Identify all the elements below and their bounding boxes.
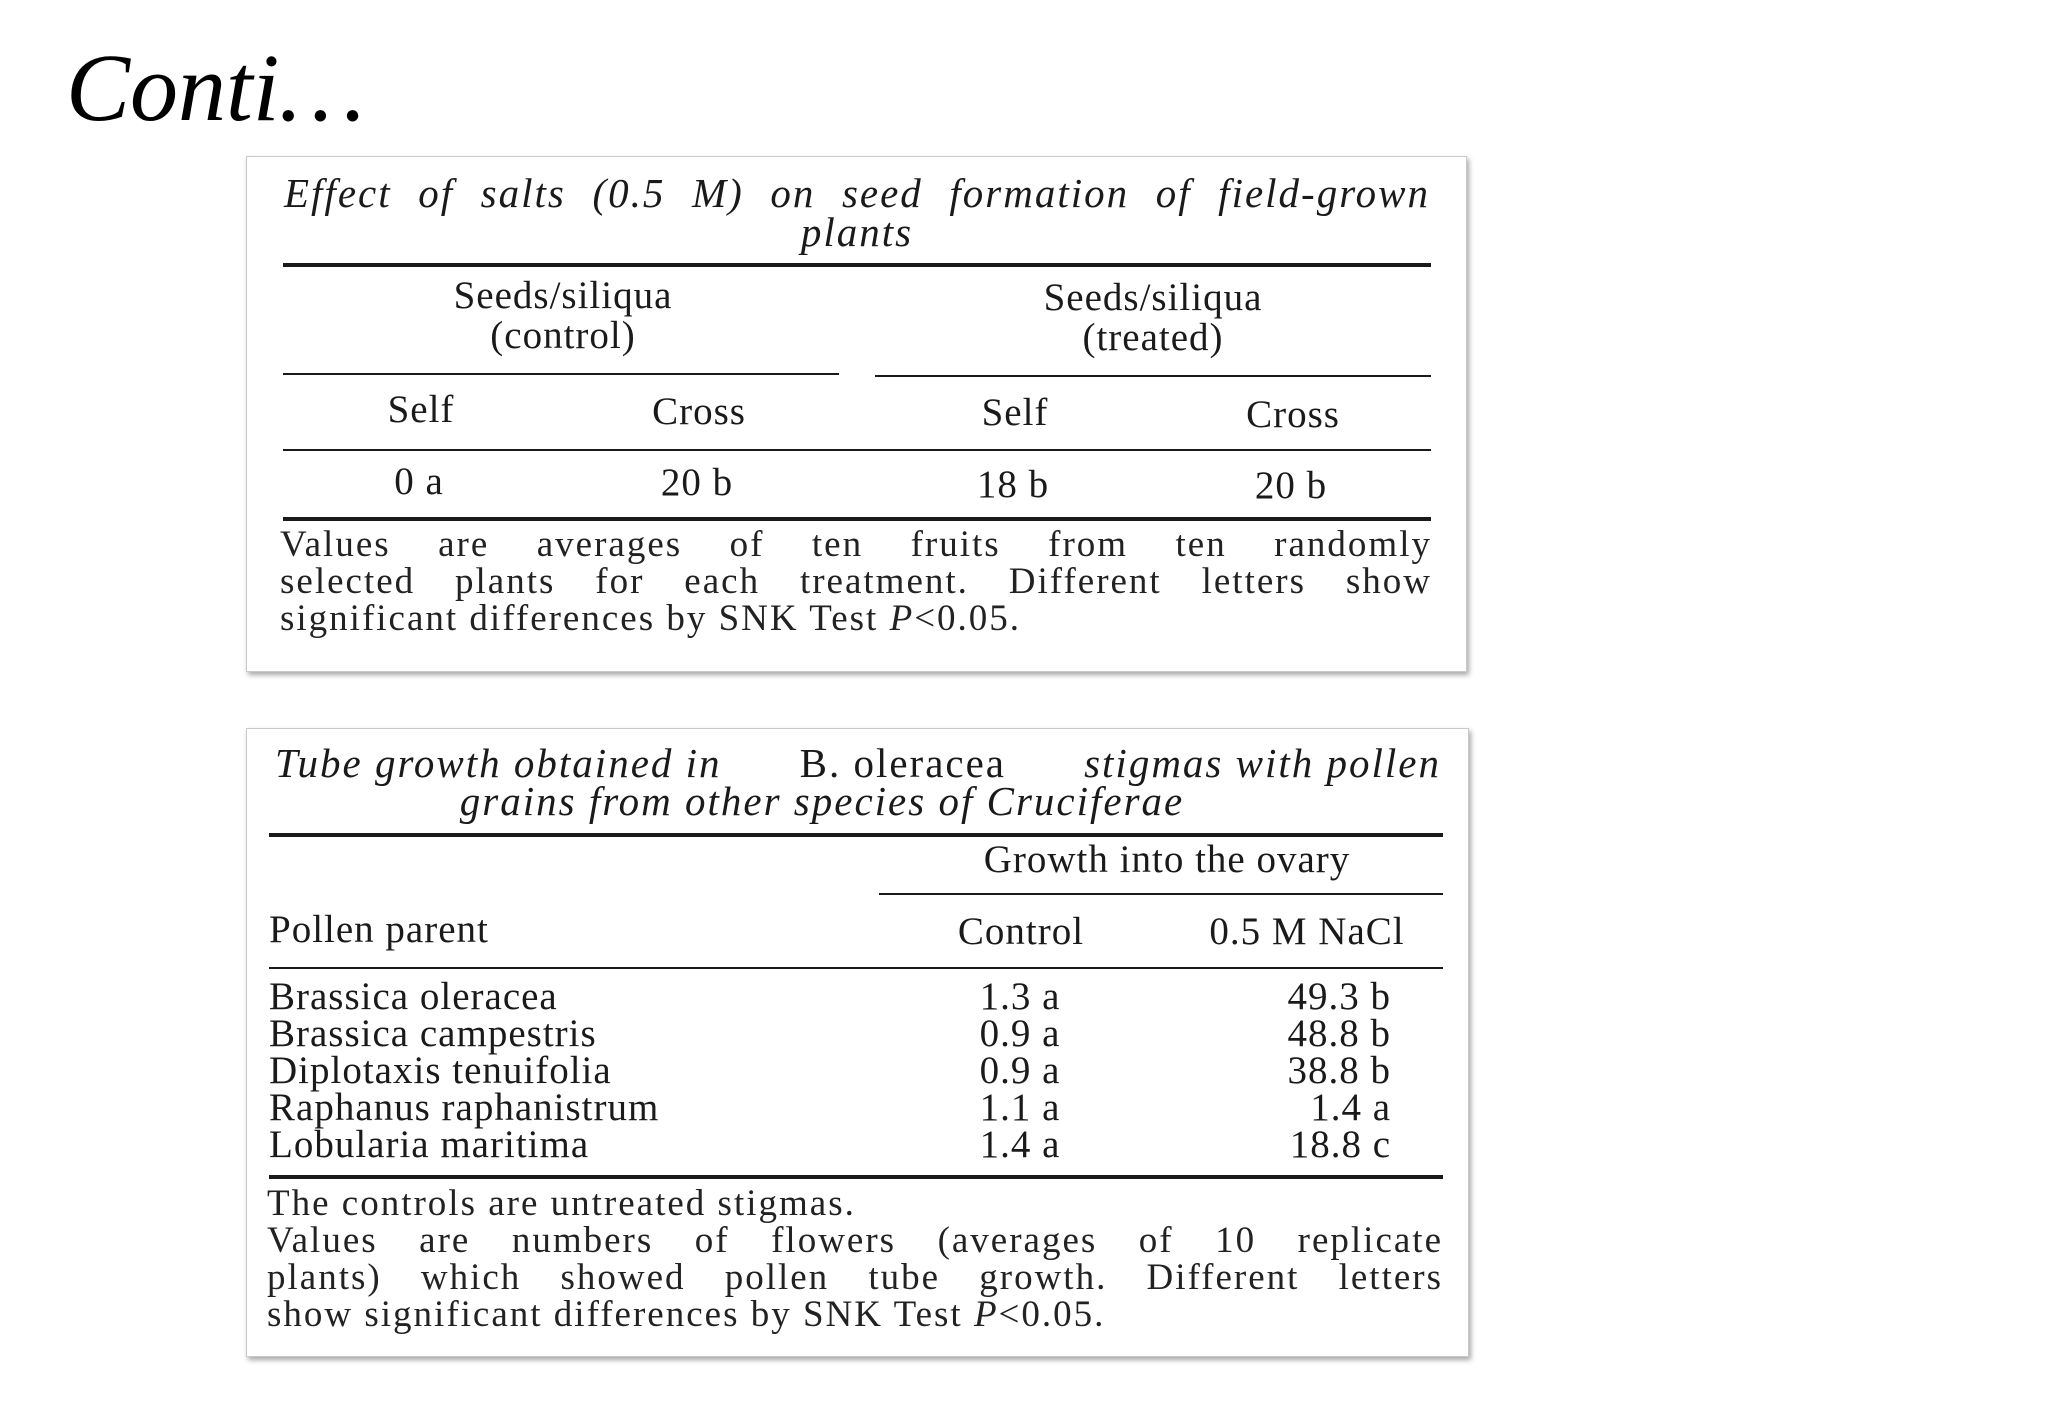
- row-control-value: 0.9 a: [979, 1012, 1061, 1055]
- row-nacl-value: 38.8 b: [1287, 1049, 1391, 1092]
- table1-value-treated-cross: 20 b: [1254, 464, 1328, 507]
- table2-caption-line2: grains from other species of Cruciferae: [459, 778, 1185, 824]
- row-nacl-value: 1.4 a: [1310, 1086, 1391, 1129]
- table2-body: [269, 975, 1443, 1166]
- table1-value-treated-self: 18 b: [976, 463, 1050, 506]
- table-row: [269, 1123, 1443, 1166]
- table1-bottom-rule: [283, 517, 1431, 521]
- table2-footnote: [267, 1185, 1443, 1333]
- row-control-value: 1.4 a: [979, 1123, 1061, 1166]
- table2-footnote-line4-suffix: <0.05.: [998, 1294, 1106, 1335]
- table1-col-control-cross: Cross: [652, 390, 746, 433]
- table2-header-rule: [269, 967, 1443, 969]
- table1-footnote-line3: [280, 600, 1432, 637]
- table1-caption-line2: plants: [800, 209, 914, 255]
- row-pollen-parent: Lobularia maritima: [269, 1123, 590, 1166]
- table2-footnote-p: P: [973, 1294, 999, 1335]
- table1-col-control-self: Self: [387, 388, 455, 431]
- table2-col-control: Control: [957, 910, 1085, 953]
- table1-control-span-rule: [283, 373, 839, 375]
- table-row: [269, 975, 1443, 1018]
- row-nacl-value: 48.8 b: [1287, 1012, 1391, 1055]
- slide-title: Conti…: [66, 34, 365, 141]
- table2-col-nacl: 0.5 M NaCl: [1209, 910, 1405, 953]
- row-control-value: 1.1 a: [979, 1086, 1061, 1129]
- table2-caption-line1-c: stigmas with pollen: [1084, 740, 1441, 786]
- table-row: [269, 1012, 1443, 1055]
- table-row: [269, 1049, 1443, 1092]
- table1-group-treated-line1: Seeds/siliqua: [1043, 276, 1263, 319]
- row-pollen-parent: Raphanus raphanistrum: [269, 1086, 660, 1129]
- table2-caption-line1-a: Tube growth obtained in: [275, 740, 722, 786]
- row-control-value: 1.3 a: [979, 975, 1061, 1018]
- table1-footnote-p: P: [889, 598, 915, 639]
- row-pollen-parent: Brassica oleracea: [269, 975, 558, 1018]
- table1-top-rule: [283, 263, 1431, 267]
- table1-treated-span-rule: [875, 375, 1431, 377]
- row-nacl-value: 49.3 b: [1287, 975, 1391, 1018]
- table2-col-pollen-parent: Pollen parent: [269, 908, 489, 951]
- table1-footnote-line2: selected plants for each treatment. Different letters show: [280, 561, 1432, 602]
- table1-caption-line1: Effect of salts (0.5 M) on seed formation of field-grown: [284, 170, 1430, 216]
- table2-footnote-line1: The controls are untreated stigmas.: [267, 1183, 856, 1224]
- table2-footnote-line3: plants) which showed pollen tube growth. Different letters: [267, 1257, 1443, 1298]
- table2-footnote-line2: Values are numbers of flowers (averages of 10 replicate: [267, 1220, 1443, 1261]
- table1-group-treated-line2: (treated): [1082, 316, 1224, 359]
- table1-footnote: [280, 526, 1432, 637]
- table2-footnote-line4: [267, 1296, 1443, 1333]
- table1-group-control-line2: (control): [490, 314, 636, 357]
- table2-bottom-rule: [269, 1175, 1443, 1179]
- table1-col-treated-self: Self: [981, 391, 1049, 434]
- table2-footnote-line4-prefix: show significant differences by SNK Test: [267, 1294, 963, 1335]
- row-control-value: 0.9 a: [979, 1049, 1061, 1092]
- table1-header-rule: [283, 449, 1431, 451]
- table1-footnote-line3-prefix: significant differences by SNK Test: [280, 598, 879, 639]
- table1-footnote-line3-suffix: <0.05.: [914, 598, 1022, 639]
- table2-group-span-rule: [879, 893, 1443, 895]
- pollen-tube-growth-table: [246, 728, 1469, 1357]
- row-pollen-parent: Brassica campestris: [269, 1012, 597, 1055]
- row-nacl-value: 18.8 c: [1289, 1123, 1391, 1166]
- row-pollen-parent: Diplotaxis tenuifolia: [269, 1049, 612, 1092]
- seed-formation-table: [246, 156, 1467, 672]
- table2-group-header: Growth into the ovary: [983, 838, 1351, 881]
- table-row: [269, 1086, 1443, 1129]
- table1-col-treated-cross: Cross: [1246, 393, 1340, 436]
- table1-group-control-line1: Seeds/siliqua: [453, 274, 673, 317]
- table2-caption-species: B. oleracea: [799, 740, 1006, 786]
- table1-value-control-self: 0 a: [394, 460, 444, 503]
- table1-value-control-cross: 20 b: [660, 461, 734, 504]
- table1-footnote-line1: Values are averages of ten fruits from ten randomly: [280, 524, 1432, 565]
